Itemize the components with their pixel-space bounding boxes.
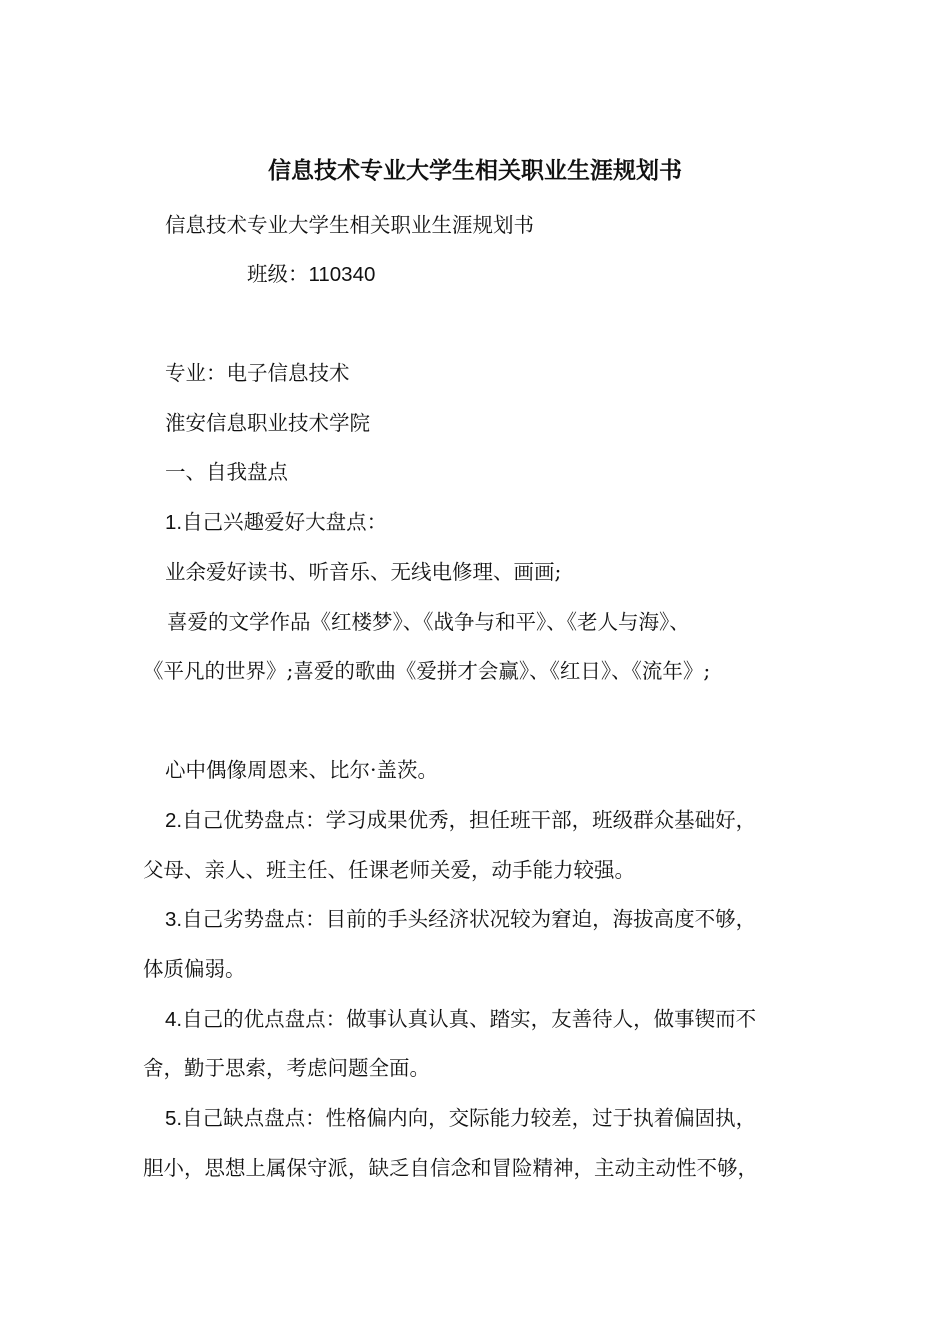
favorites-line-2: 《平凡的世界》;喜爱的歌曲《爱拼才会赢》、《红日》、《流年》; [143,659,711,683]
item-4-text: 自己的优点盘点：做事认真认真、踏实，友善待人，做事锲而不 [182,1007,757,1031]
item-5-line-2: 胆小，思想上属保守派，缺乏自信念和冒险精神，主动主动性不够， [143,1156,758,1180]
class-line [247,259,375,290]
document-title: 信息技术专业大学生相关职业生涯规划书 [268,157,682,184]
class-label: 班级： [247,262,309,286]
major-line: 专业：电子信息技术 [165,361,350,385]
item-3-line-1 [165,904,756,935]
item-3-number: 3. [165,908,183,931]
item-4-line-1 [165,1004,756,1035]
item-1-number: 1. [165,511,183,534]
item-4-number: 4. [165,1008,183,1031]
idols-line: 心中偶像周恩来、比尔·盖茨。 [165,758,439,782]
item-2-line-1 [165,805,756,836]
item-3-line-2: 体质偏弱。 [143,957,246,981]
item-3-text: 自己劣势盘点：目前的手头经济状况较为窘迫，海拔高度不够， [182,907,757,931]
hobbies-line: 业余爱好读书、听音乐、无线电修理、画画; [165,560,562,584]
item-1-heading [165,507,387,538]
class-value: 110340 [308,263,376,286]
item-4-line-2: 舍，勤于思索，考虑问题全面。 [143,1056,430,1080]
school-line: 淮安信息职业技术学院 [165,411,370,435]
section-heading-self-review: 一、自我盘点 [165,460,288,484]
item-2-text: 自己优势盘点：学习成果优秀，担任班干部，班级群众基础好， [182,808,757,832]
item-2-number: 2. [165,809,183,832]
item-2-line-2: 父母、亲人、班主任、任课老师关爱，动手能力较强。 [143,858,635,882]
document-subtitle: 信息技术专业大学生相关职业生涯规划书 [165,213,534,237]
item-5-line-1 [165,1103,756,1134]
favorites-line-1: 喜爱的文学作品《红楼梦》、《战争与和平》、《老人与海》、 [167,610,690,634]
item-5-number: 5. [165,1107,183,1130]
item-1-text: 自己兴趣爱好大盘点： [182,510,388,534]
item-5-text: 自己缺点盘点：性格偏内向，交际能力较差，过于执着偏固执， [182,1106,757,1130]
